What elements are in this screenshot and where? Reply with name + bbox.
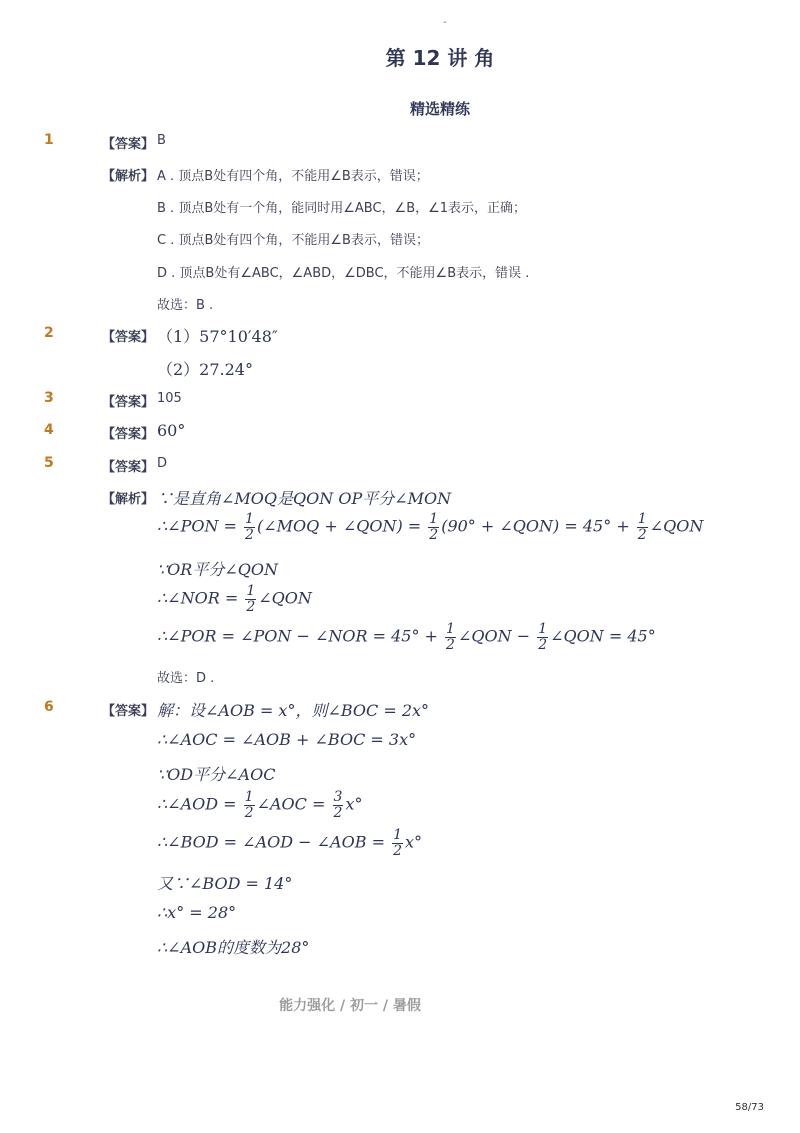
- q5-line-5-part-b: ∠QON −: [457, 626, 536, 646]
- fraction-denominator: 2: [245, 526, 254, 543]
- fraction-numerator: 1: [637, 511, 647, 527]
- q1-line-b: B . 顶点B处有一个角，能同时用∠ABC，∠B，∠1表示，正确；: [157, 201, 527, 216]
- answer-label-1: 【答案】: [102, 137, 155, 152]
- analysis-label-5: 【解析】: [102, 492, 155, 507]
- q6-line-5-part-b: x°: [404, 832, 423, 852]
- fraction-one-half: [245, 584, 256, 614]
- q5-line-2-part-a: ∴∠PON =: [157, 516, 243, 536]
- answer-label-2: 【答案】: [102, 330, 155, 345]
- q5-conclusion: 故选：D .: [157, 671, 215, 686]
- fraction-numerator: 1: [245, 511, 254, 527]
- q6-line-2: ∴∠AOC = ∠AOB + ∠BOC = 3x°: [157, 730, 417, 749]
- fraction-denominator: 2: [333, 804, 343, 821]
- q6-line-5: [157, 828, 422, 858]
- fraction-numerator: 1: [244, 789, 254, 805]
- fraction-denominator: 2: [538, 636, 548, 653]
- q5-line-4: [157, 584, 312, 614]
- question-number-4: 4: [44, 422, 54, 438]
- q5-line-2: [157, 512, 703, 542]
- q6-line-6: 又∵∠BOD = 14°: [157, 874, 293, 893]
- fraction-one-half: [244, 512, 255, 542]
- answer-label-6: 【答案】: [102, 704, 155, 719]
- q1-line-a: A . 顶点B处有四个角，不能用∠B表示，错误；: [157, 169, 429, 184]
- q5-line-2-part-c: (90° + ∠QON) = 45° +: [441, 516, 635, 536]
- question-number-3: 3: [44, 390, 54, 406]
- q6-line-7: ∴x° = 28°: [157, 903, 237, 922]
- q6-line-4-part-a: ∴∠AOD =: [157, 794, 242, 814]
- page-number: 58/73: [735, 1102, 764, 1113]
- fraction-denominator: 2: [446, 636, 455, 653]
- q5-line-3: ∵OR平分∠QON: [157, 560, 278, 579]
- fraction-numerator: 1: [246, 583, 256, 599]
- fraction-denominator: 2: [429, 526, 439, 543]
- question-number-6: 6: [44, 699, 54, 715]
- answer-2-part-1: （1）57°10′48″: [157, 327, 278, 346]
- section-subtitle: 精选精练: [409, 100, 470, 118]
- question-number-2: 2: [44, 325, 54, 341]
- answer-3: 105: [157, 391, 182, 406]
- answer-4: 60°: [157, 421, 186, 440]
- q6-line-1: 解：设∠AOB = x°，则∠BOC = 2x°: [157, 701, 430, 720]
- q5-line-2-part-d: ∠QON: [649, 516, 704, 536]
- q5-line-5: [157, 622, 656, 652]
- fraction-one-half: [537, 622, 548, 652]
- fraction-one-half: [445, 622, 456, 652]
- q6-line-8: ∴∠AOB的度数为28°: [157, 938, 310, 957]
- q1-line-d: D . 顶点B处有∠ABC，∠ABD，∠DBC，不能用∠B表示，错误 .: [157, 266, 530, 281]
- q6-line-5-part-a: ∴∠BOD = ∠AOD − ∠AOB =: [157, 832, 391, 852]
- analysis-label-1: 【解析】: [102, 169, 155, 184]
- answer-label-5: 【答案】: [102, 460, 155, 475]
- answer-1: B: [157, 133, 166, 148]
- q1-conclusion: 故选：B .: [157, 298, 214, 313]
- top-dash: -: [443, 17, 447, 28]
- q5-line-1: ∵是直角∠MOQ是QON OP平分∠MON: [157, 489, 452, 508]
- fraction-denominator: 2: [244, 804, 254, 821]
- fraction-numerator: 1: [429, 511, 439, 527]
- q1-line-c: C . 顶点B处有四个角，不能用∠B表示，错误；: [157, 233, 429, 248]
- answer-5: D: [157, 456, 168, 471]
- page-title: 第 12 讲 角: [385, 46, 495, 70]
- fraction-three-halves: [333, 790, 344, 820]
- fraction-numerator: 1: [538, 621, 548, 637]
- fraction-one-half: [392, 828, 403, 858]
- fraction-numerator: 1: [446, 621, 455, 637]
- q5-line-4-part-b: ∠QON: [258, 588, 312, 608]
- fraction-denominator: 2: [246, 598, 256, 615]
- fraction-numerator: 1: [393, 827, 402, 843]
- q5-line-2-part-b: (∠MOQ + ∠QON) =: [256, 516, 427, 536]
- fraction-denominator: 2: [637, 526, 647, 543]
- answer-label-4: 【答案】: [102, 427, 155, 442]
- answer-label-3: 【答案】: [102, 395, 155, 410]
- question-number-1: 1: [44, 132, 54, 148]
- answer-2-part-2: （2）27.24°: [157, 360, 253, 379]
- fraction-one-half: [244, 790, 255, 820]
- fraction-numerator: 3: [333, 789, 343, 805]
- q5-line-5-part-a: ∴∠POR = ∠PON − ∠NOR = 45° +: [157, 626, 444, 646]
- page-footer: 能力强化 / 初一 / 暑假: [279, 998, 421, 1014]
- question-number-5: 5: [44, 455, 54, 471]
- q5-line-4-part-a: ∴∠NOR =: [157, 588, 244, 608]
- fraction-one-half: [637, 512, 648, 542]
- q5-line-5-part-c: ∠QON = 45°: [550, 626, 656, 646]
- fraction-one-half: [428, 512, 439, 542]
- fraction-denominator: 2: [393, 842, 402, 859]
- q6-line-3: ∵OD平分∠AOC: [157, 765, 276, 784]
- q6-line-4-part-b: ∠AOC =: [256, 794, 331, 814]
- q6-line-4: [157, 790, 362, 820]
- q6-line-4-part-c: x°: [345, 794, 363, 814]
